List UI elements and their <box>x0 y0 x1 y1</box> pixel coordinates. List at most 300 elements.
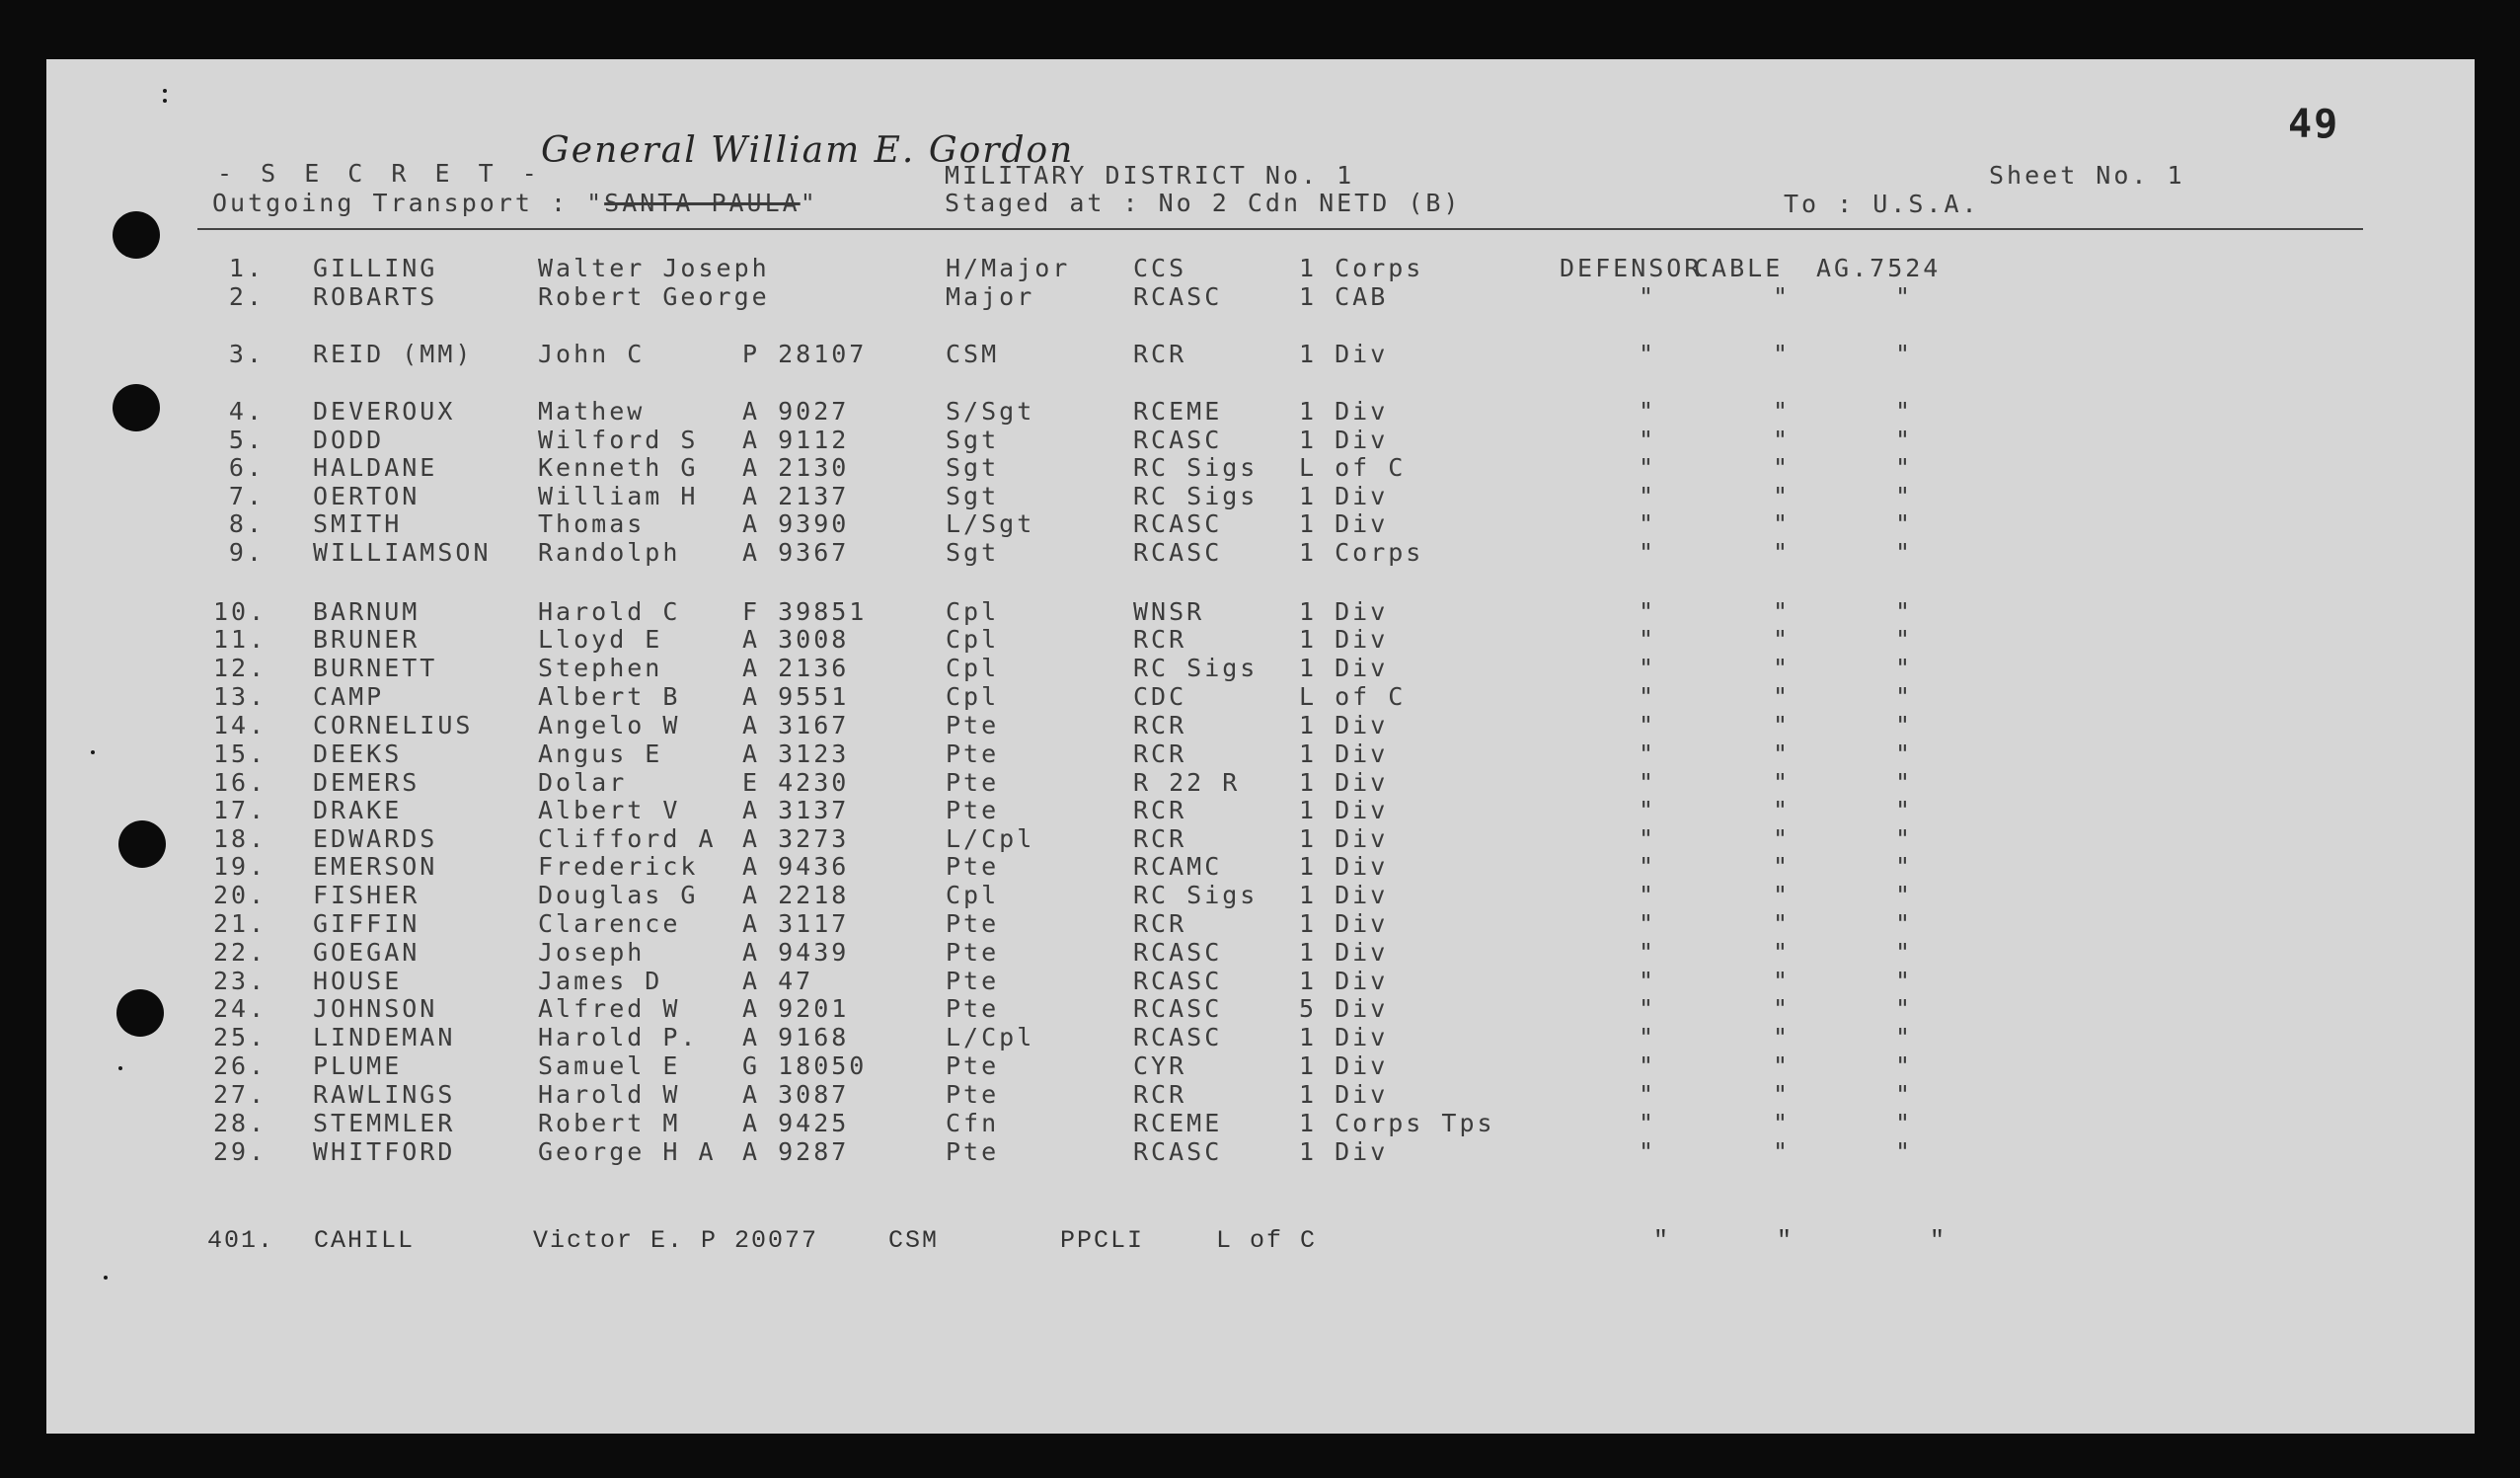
destination-col-2: " <box>1773 625 1792 654</box>
destination-col-1: " <box>1639 282 1657 311</box>
regimental-number: A 3137 <box>742 796 850 824</box>
destination-col-2: " <box>1773 909 1792 938</box>
transport-prefix: Outgoing Transport : " <box>212 189 605 217</box>
destination-col-3: " <box>1895 1051 1914 1080</box>
destination-col-1: DEFENSOR <box>1560 254 1703 282</box>
row-number: 11. <box>213 625 267 654</box>
rank: Pte <box>946 1080 1000 1109</box>
header-divider <box>197 228 2363 230</box>
corps: R 22 R <box>1133 768 1241 797</box>
destination-col-2: " <box>1773 938 1792 967</box>
destination-col-2: " <box>1773 509 1792 538</box>
surname: BARNUM <box>313 597 420 626</box>
rank: Pte <box>946 994 1000 1023</box>
rank: Pte <box>946 768 1000 797</box>
corps: RCR <box>1133 824 1187 853</box>
regimental-number: A 9390 <box>742 509 850 538</box>
regimental-number: A 3008 <box>742 625 850 654</box>
destination-col-3: " <box>1895 1137 1914 1166</box>
regimental-number: A 3123 <box>742 739 850 768</box>
speck <box>163 89 167 93</box>
corps: RC Sigs <box>1133 881 1259 909</box>
rank: L/Sgt <box>946 509 1035 538</box>
surname: CORNELIUS <box>313 711 474 739</box>
unit: 1 Div <box>1299 1023 1389 1051</box>
row-number: 25. <box>213 1023 267 1051</box>
given-name: Victor E. <box>533 1226 685 1255</box>
unit: 1 Corps <box>1299 254 1424 282</box>
surname: STEMMLER <box>313 1109 456 1137</box>
sheet-number: Sheet No. 1 <box>1989 161 2185 190</box>
destination-col-1: " <box>1639 768 1657 797</box>
destination-col-3: " <box>1895 538 1914 567</box>
destination-col-1: " <box>1639 397 1657 426</box>
destination-col-1: " <box>1639 1051 1657 1080</box>
destination-col-3: " <box>1895 453 1914 482</box>
destination-col-3: " <box>1895 597 1914 626</box>
destination-col-1: " <box>1639 1080 1657 1109</box>
regimental-number: A 2136 <box>742 654 850 682</box>
row-number: 28. <box>213 1109 267 1137</box>
rank: Pte <box>946 938 1000 967</box>
corps: RCEME <box>1133 1109 1223 1137</box>
destination-col-3: " <box>1895 768 1914 797</box>
corps: WNSR <box>1133 597 1205 626</box>
unit: 1 Div <box>1299 824 1389 853</box>
row-number: 22. <box>213 938 267 967</box>
rank: CSM <box>888 1226 940 1255</box>
surname: GIFFIN <box>313 909 420 938</box>
surname: REID (MM) <box>313 340 474 368</box>
destination-col-1: " <box>1639 453 1657 482</box>
destination-col-3: " <box>1895 1109 1914 1137</box>
destination-col-2: " <box>1773 824 1792 853</box>
row-number: 23. <box>213 967 267 995</box>
destination-col-2: " <box>1773 1137 1792 1166</box>
destination-col-1: " <box>1639 796 1657 824</box>
destination-col-2: " <box>1773 1080 1792 1109</box>
regimental-number: A 3087 <box>742 1080 850 1109</box>
destination-col-3: " <box>1895 739 1914 768</box>
destination-col-3: " <box>1895 824 1914 853</box>
given-name: Dolar <box>538 768 628 797</box>
destination-col-1: " <box>1653 1226 1671 1255</box>
destination-col-2: " <box>1773 426 1792 454</box>
rank: Sgt <box>946 426 1000 454</box>
destination-col-3: " <box>1895 426 1914 454</box>
secret-heading: - S E C R E T - <box>217 159 544 188</box>
corps: RCR <box>1133 1080 1187 1109</box>
corps: RCR <box>1133 739 1187 768</box>
given-name: Robert M <box>538 1109 681 1137</box>
regimental-number: F 39851 <box>742 597 868 626</box>
corps: PPCLI <box>1060 1226 1145 1255</box>
unit: 1 Div <box>1299 426 1389 454</box>
surname: WILLIAMSON <box>313 538 492 567</box>
surname: DEMERS <box>313 768 420 797</box>
speck <box>118 1066 122 1070</box>
district-heading: MILITARY DISTRICT No. 1 <box>945 161 1355 190</box>
rank: Pte <box>946 1137 1000 1166</box>
row-number: 20. <box>213 881 267 909</box>
destination-col-2: " <box>1773 852 1792 881</box>
corps: RCR <box>1133 340 1187 368</box>
destination-col-2: CABLE <box>1694 254 1784 282</box>
destination-col-3: AG.7524 <box>1816 254 1942 282</box>
transport-name: SANTA PAULA <box>604 189 801 217</box>
destination-col-1: " <box>1639 994 1657 1023</box>
surname: EDWARDS <box>313 824 438 853</box>
speck <box>163 99 167 103</box>
unit: 1 Div <box>1299 967 1389 995</box>
unit: 1 Div <box>1299 852 1389 881</box>
surname: LINDEMAN <box>313 1023 456 1051</box>
corps: RCR <box>1133 625 1187 654</box>
destination-col-1: " <box>1639 824 1657 853</box>
regimental-number: A 2130 <box>742 453 850 482</box>
destination-col-2: " <box>1773 654 1792 682</box>
unit: 1 Div <box>1299 938 1389 967</box>
surname: JOHNSON <box>313 994 438 1023</box>
corps: RC Sigs <box>1133 482 1259 510</box>
destination-col-3: " <box>1895 397 1914 426</box>
unit: 1 Div <box>1299 340 1389 368</box>
given-name: Douglas G <box>538 881 699 909</box>
given-name: Lloyd E <box>538 625 663 654</box>
destination: To : U.S.A. <box>1784 190 1980 218</box>
corps: CCS <box>1133 254 1187 282</box>
given-name: Frederick <box>538 852 699 881</box>
destination-col-3: " <box>1895 796 1914 824</box>
row-number: 7. <box>228 482 265 510</box>
row-number: 3. <box>228 340 265 368</box>
rank: Pte <box>946 1051 1000 1080</box>
surname: ROBARTS <box>313 282 438 311</box>
unit: 1 Div <box>1299 739 1389 768</box>
rank: Sgt <box>946 538 1000 567</box>
destination-col-2: " <box>1773 994 1792 1023</box>
corps: RCASC <box>1133 426 1223 454</box>
destination-col-1: " <box>1639 938 1657 967</box>
row-number: 21. <box>213 909 267 938</box>
surname: BRUNER <box>313 625 420 654</box>
corps: RCASC <box>1133 994 1223 1023</box>
destination-col-2: " <box>1773 881 1792 909</box>
row-number: 10. <box>213 597 267 626</box>
row-number: 5. <box>228 426 265 454</box>
regimental-number: A 9425 <box>742 1109 850 1137</box>
rank: H/Major <box>946 254 1071 282</box>
speck <box>91 750 95 754</box>
rank: Pte <box>946 967 1000 995</box>
destination-col-2: " <box>1773 538 1792 567</box>
destination-col-3: " <box>1895 711 1914 739</box>
handwritten-annotation: General William E. Gordon <box>541 130 1075 171</box>
staged-at: Staged at : No 2 Cdn NETD (B) <box>945 189 1462 217</box>
corps: RCR <box>1133 796 1187 824</box>
given-name: John C <box>538 340 646 368</box>
regimental-number: A 9436 <box>742 852 850 881</box>
surname: BURNETT <box>313 654 438 682</box>
destination-col-3: " <box>1895 938 1914 967</box>
destination-col-3: " <box>1930 1226 1947 1255</box>
surname: HOUSE <box>313 967 403 995</box>
destination-col-1: " <box>1639 538 1657 567</box>
surname: GILLING <box>313 254 438 282</box>
given-name: Kenneth G <box>538 453 699 482</box>
row-number: 16. <box>213 768 267 797</box>
row-number: 13. <box>213 682 267 711</box>
regimental-number: A 3117 <box>742 909 850 938</box>
punch-hole <box>118 820 166 868</box>
surname: FISHER <box>313 881 420 909</box>
destination-col-3: " <box>1895 340 1914 368</box>
punch-hole <box>113 211 160 259</box>
row-number: 27. <box>213 1080 267 1109</box>
row-number: 24. <box>213 994 267 1023</box>
rank: Sgt <box>946 453 1000 482</box>
corps: RCASC <box>1133 509 1223 538</box>
corps: RC Sigs <box>1133 654 1259 682</box>
destination-col-3: " <box>1895 509 1914 538</box>
destination-col-1: " <box>1639 1137 1657 1166</box>
destination-col-2: " <box>1773 796 1792 824</box>
destination-col-1: " <box>1639 711 1657 739</box>
row-number: 18. <box>213 824 267 853</box>
destination-col-1: " <box>1639 852 1657 881</box>
destination-col-1: " <box>1639 909 1657 938</box>
destination-col-1: " <box>1639 1023 1657 1051</box>
destination-col-2: " <box>1773 711 1792 739</box>
speck <box>104 1276 108 1280</box>
punch-hole <box>116 989 164 1037</box>
destination-col-2: " <box>1773 967 1792 995</box>
corps: RC Sigs <box>1133 453 1259 482</box>
destination-col-3: " <box>1895 1023 1914 1051</box>
destination-col-2: " <box>1773 1023 1792 1051</box>
rank: Pte <box>946 796 1000 824</box>
destination-col-3: " <box>1895 994 1914 1023</box>
destination-col-1: " <box>1639 340 1657 368</box>
destination-col-3: " <box>1895 852 1914 881</box>
row-number: 4. <box>228 397 265 426</box>
regimental-number: A 9027 <box>742 397 850 426</box>
destination-col-1: " <box>1639 682 1657 711</box>
regimental-number: A 3167 <box>742 711 850 739</box>
corps: RCASC <box>1133 938 1223 967</box>
rank: Cfn <box>946 1109 1000 1137</box>
rank: Cpl <box>946 881 1000 909</box>
unit: 1 Corps Tps <box>1299 1109 1495 1137</box>
destination-col-2: " <box>1773 482 1792 510</box>
rank: Cpl <box>946 682 1000 711</box>
rank: Cpl <box>946 625 1000 654</box>
given-name: Stephen <box>538 654 663 682</box>
regimental-number: A 9201 <box>742 994 850 1023</box>
given-name: Albert V <box>538 796 681 824</box>
unit: 1 CAB <box>1299 282 1389 311</box>
regimental-number: A 9168 <box>742 1023 850 1051</box>
given-name: Harold P. <box>538 1023 699 1051</box>
punch-hole <box>113 384 160 431</box>
given-name: George H A <box>538 1137 717 1166</box>
unit: 5 Div <box>1299 994 1389 1023</box>
corps: RCR <box>1133 711 1187 739</box>
rank: Major <box>946 282 1035 311</box>
surname: DEVEROUX <box>313 397 456 426</box>
surname: HALDANE <box>313 453 438 482</box>
regimental-number: A 47 <box>742 967 814 995</box>
corps: RCASC <box>1133 967 1223 995</box>
destination-col-1: " <box>1639 509 1657 538</box>
surname: PLUME <box>313 1051 403 1080</box>
corps: RCASC <box>1133 282 1223 311</box>
rank: Sgt <box>946 482 1000 510</box>
destination-col-1: " <box>1639 967 1657 995</box>
surname: CAMP <box>313 682 385 711</box>
regimental-number: A 9439 <box>742 938 850 967</box>
rank: Pte <box>946 739 1000 768</box>
rank: Pte <box>946 909 1000 938</box>
destination-col-2: " <box>1773 597 1792 626</box>
unit: L of C <box>1216 1226 1318 1255</box>
row-number: 15. <box>213 739 267 768</box>
page-number: 49 <box>2288 102 2340 147</box>
row-number: 12. <box>213 654 267 682</box>
surname: RAWLINGS <box>313 1080 456 1109</box>
row-number: 17. <box>213 796 267 824</box>
surname: WHITFORD <box>313 1137 456 1166</box>
destination-col-3: " <box>1895 881 1914 909</box>
corps: RCASC <box>1133 1023 1223 1051</box>
unit: 1 Div <box>1299 482 1389 510</box>
destination-col-1: " <box>1639 1109 1657 1137</box>
rank: Pte <box>946 852 1000 881</box>
surname: OERTON <box>313 482 420 510</box>
row-number: 401. <box>207 1226 275 1255</box>
unit: 1 Corps <box>1299 538 1424 567</box>
given-name: Clifford A <box>538 824 717 853</box>
destination-col-1: " <box>1639 739 1657 768</box>
given-name: Walter Joseph <box>538 254 770 282</box>
corps: RCASC <box>1133 538 1223 567</box>
unit: L of C <box>1299 682 1407 711</box>
corps: RCEME <box>1133 397 1223 426</box>
unit: 1 Div <box>1299 654 1389 682</box>
surname: DODD <box>313 426 385 454</box>
unit: 1 Div <box>1299 768 1389 797</box>
corps: RCASC <box>1133 1137 1223 1166</box>
destination-col-2: " <box>1773 282 1792 311</box>
unit: 1 Div <box>1299 1080 1389 1109</box>
row-number: 14. <box>213 711 267 739</box>
surname: EMERSON <box>313 852 438 881</box>
regimental-number: P 20077 <box>701 1226 819 1255</box>
regimental-number: A 2137 <box>742 482 850 510</box>
regimental-number: A 3273 <box>742 824 850 853</box>
destination-col-2: " <box>1773 768 1792 797</box>
unit: 1 Div <box>1299 397 1389 426</box>
given-name: Joseph <box>538 938 646 967</box>
destination-col-3: " <box>1895 482 1914 510</box>
given-name: Clarence <box>538 909 681 938</box>
given-name: James D <box>538 967 663 995</box>
given-name: Harold C <box>538 597 681 626</box>
unit: 1 Div <box>1299 597 1389 626</box>
regimental-number: E 4230 <box>742 768 850 797</box>
regimental-number: A 9367 <box>742 538 850 567</box>
regimental-number: A 9551 <box>742 682 850 711</box>
row-number: 1. <box>228 254 265 282</box>
surname: DEEKS <box>313 739 403 768</box>
given-name: Albert B <box>538 682 681 711</box>
rank: CSM <box>946 340 1000 368</box>
unit: 1 Div <box>1299 509 1389 538</box>
surname: DRAKE <box>313 796 403 824</box>
corps: RCR <box>1133 909 1187 938</box>
row-number: 6. <box>228 453 265 482</box>
destination-col-3: " <box>1895 682 1914 711</box>
regimental-number: A 9112 <box>742 426 850 454</box>
destination-col-1: " <box>1639 482 1657 510</box>
rank: L/Cpl <box>946 1023 1035 1051</box>
corps: CYR <box>1133 1051 1187 1080</box>
destination-col-2: " <box>1773 1051 1792 1080</box>
destination-col-3: " <box>1895 654 1914 682</box>
destination-col-2: " <box>1773 397 1792 426</box>
given-name: Samuel E <box>538 1051 681 1080</box>
transport-suffix: " <box>800 189 818 217</box>
rank: Pte <box>946 711 1000 739</box>
unit: 1 Div <box>1299 1051 1389 1080</box>
destination-col-3: " <box>1895 967 1914 995</box>
given-name: Angus E <box>538 739 663 768</box>
given-name: Randolph <box>538 538 681 567</box>
given-name: Thomas <box>538 509 646 538</box>
given-name: William H <box>538 482 699 510</box>
unit: 1 Div <box>1299 711 1389 739</box>
row-number: 8. <box>228 509 265 538</box>
destination-col-2: " <box>1773 340 1792 368</box>
row-number: 2. <box>228 282 265 311</box>
unit: 1 Div <box>1299 1137 1389 1166</box>
transport-line <box>212 190 818 217</box>
given-name: Robert George <box>538 282 770 311</box>
destination-col-1: " <box>1639 625 1657 654</box>
corps: RCAMC <box>1133 852 1223 881</box>
row-number: 9. <box>228 538 265 567</box>
surname: GOEGAN <box>313 938 420 967</box>
destination-col-3: " <box>1895 625 1914 654</box>
unit: 1 Div <box>1299 909 1389 938</box>
corps: CDC <box>1133 682 1187 711</box>
row-number: 29. <box>213 1137 267 1166</box>
given-name: Wilford S <box>538 426 699 454</box>
destination-col-1: " <box>1639 654 1657 682</box>
destination-col-2: " <box>1773 682 1792 711</box>
destination-col-3: " <box>1895 1080 1914 1109</box>
unit: 1 Div <box>1299 881 1389 909</box>
given-name: Alfred W <box>538 994 681 1023</box>
rank: Cpl <box>946 597 1000 626</box>
rank: L/Cpl <box>946 824 1035 853</box>
destination-col-1: " <box>1639 426 1657 454</box>
surname: SMITH <box>313 509 403 538</box>
row-number: 19. <box>213 852 267 881</box>
rank: Cpl <box>946 654 1000 682</box>
unit: 1 Div <box>1299 625 1389 654</box>
destination-col-1: " <box>1639 881 1657 909</box>
